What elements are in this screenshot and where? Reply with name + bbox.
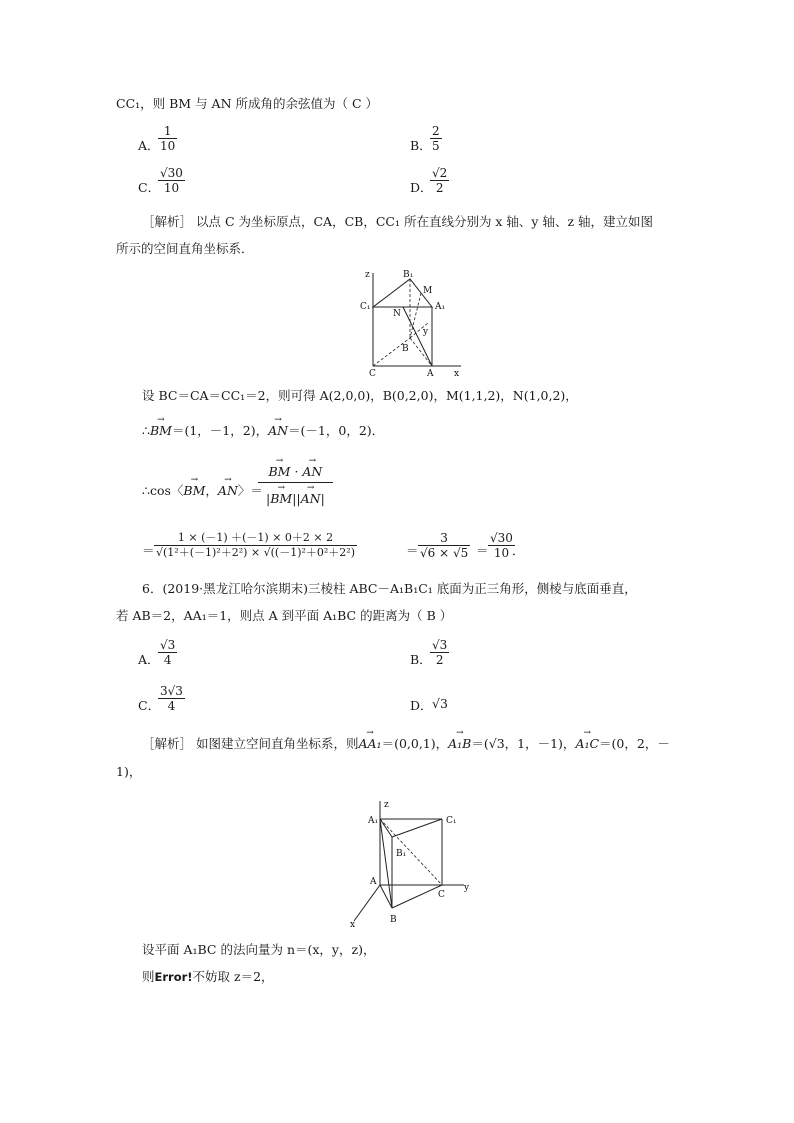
edge-ba [410, 338, 432, 366]
q6-stem-line2: 若 AB＝2，AA₁＝1，则点 A 到平面 A₁BC 的距离为（ B ） [116, 608, 453, 623]
label-c1: C₁ [446, 816, 457, 826]
q6-option-d: √3 [432, 696, 448, 711]
q5-option-a: $\frac{1}{10}$ [160, 124, 176, 153]
label-b: B [390, 915, 397, 925]
q5-stem: CC₁，则 BM 与 AN 所成角的余弦值为（ C ） [116, 96, 378, 111]
q5-option-c-letter: C． [138, 180, 161, 195]
label-z: z [365, 270, 370, 280]
label-b1: B₁ [403, 270, 414, 280]
label-z: z [384, 800, 389, 810]
label-x: x [454, 369, 460, 378]
q5-option-d: $\frac{√2}{2}$ [432, 166, 448, 195]
q6-option-c: $\frac{3√3}{4}$ [160, 684, 183, 713]
label-y: y [464, 883, 470, 893]
q6-error-line: 则Error!不妨取 z＝2， [142, 969, 274, 984]
q6-prism-figure [340, 793, 475, 928]
q6-option-d-letter: D． [410, 698, 433, 713]
label-a1: A₁ [368, 816, 379, 826]
edge-b1c1 [392, 819, 442, 837]
error-text: Error! [154, 970, 193, 984]
q5-vector-line: ∴→ BM＝(1，－1，2)，→ AN＝(－1，0，2)． [142, 423, 384, 439]
q6-option-b-letter: B． [410, 652, 432, 667]
q6-normal-line: 设平面 A₁BC 的法向量为 n＝(x，y，z)， [142, 942, 376, 957]
q5-calc-frac2: $\frac{3}{√6 \times √5}$ [420, 531, 469, 560]
label-b1: B₁ [396, 849, 407, 859]
q5-calc-eq2: ＝ [406, 543, 419, 558]
q6-option-b: $\frac{√3}{2}$ [432, 638, 448, 667]
label-c: C [438, 890, 445, 900]
q6-analysis-line2: 1)， [116, 764, 142, 779]
q6-option-a: $\frac{√3}{4}$ [160, 638, 176, 667]
q5-calc-end: ． [512, 543, 525, 558]
q5-option-d-letter: D． [410, 180, 433, 195]
q5-calc-frac3: $\frac{√30}{10}$ [490, 531, 513, 560]
label-n: N [393, 309, 401, 319]
q5-coords-line: 设 BC＝CA＝CC₁＝2，则可得 A(2,0,0)，B(0,2,0)，M(1,1,2)，N(1,0,2)， [142, 388, 578, 403]
q5-cos-fraction: → $\frac{BM \cdot \to AN}{|\to BM||\to AN|}$ [258, 462, 333, 509]
label-b: B [402, 344, 409, 354]
q5-calc-frac1: $\frac{1 \times (-1) +(-1) \times 0+2 \times 2}{\text{√(1²＋(－1)²＋2²) × √((－1)²＋0²＋2²)}}$ [156, 531, 356, 559]
segment-a1b [380, 819, 392, 908]
q6-analysis-line1: ［解析］ 如图建立空间直角坐标系，则→ AA₁＝(0,0,1)，→ A₁B＝(√3，1，－1)，→ A₁C＝(0，2，－ [142, 736, 670, 752]
label-c1: C₁ [360, 302, 371, 312]
label-m: M [423, 286, 433, 296]
label-a: A [370, 877, 377, 887]
q5-calc-eq: ＝ [142, 543, 155, 558]
q5-option-b-letter: B． [410, 138, 432, 153]
q5-cos-lhs: ∴cos〈→ BM，→ AN〉＝ [142, 483, 263, 499]
label-c: C [369, 369, 376, 378]
q6-stem-line1: 6．(2019·黑龙江哈尔滨期末)三棱柱 ABC－A₁B₁C₁ 底面为正三角形，侧棱与底面垂直， [142, 581, 637, 596]
q5-calc-eq3: ＝ [476, 543, 489, 558]
segment-bm [410, 293, 421, 338]
q5-option-a-letter: A． [138, 138, 160, 153]
q5-analysis-line1: ［解析］ 以点 C 为坐标原点，CA，CB，CC₁ 所在直线分别为 x 轴、y 轴、z 轴，建立如图 [142, 214, 654, 229]
q6-option-a-letter: A． [138, 652, 160, 667]
q5-prism-figure [355, 263, 470, 378]
label-y: y [423, 327, 429, 337]
segment-a1c [380, 819, 442, 885]
q6-option-c-letter: C． [138, 698, 161, 713]
q5-option-c: $\frac{√30}{10}$ [160, 166, 183, 195]
q5-analysis-line2: 所示的空间直角坐标系． [116, 241, 254, 256]
edge-bc [392, 885, 442, 908]
label-a1: A₁ [435, 302, 446, 312]
x-axis [354, 885, 380, 921]
q5-option-b: $\frac{2}{5}$ [432, 124, 440, 153]
label-a: A [427, 369, 434, 378]
label-x: x [350, 920, 356, 928]
